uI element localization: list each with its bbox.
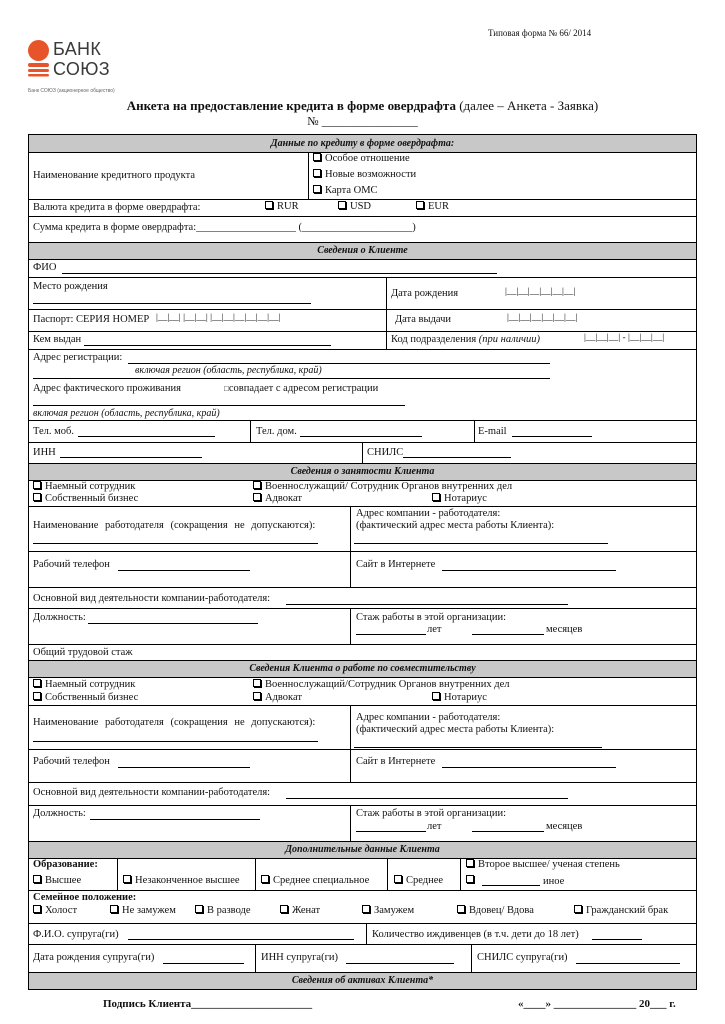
company-address-field[interactable] xyxy=(354,543,608,544)
family-option-label: Женат xyxy=(292,905,321,916)
years-label: лет xyxy=(427,624,442,635)
issue-date-boxes[interactable]: |__|__|__|__|__|__| xyxy=(507,313,578,323)
pt-company-address-field[interactable] xyxy=(354,747,602,748)
dept-code-label xyxy=(391,334,540,345)
actual-address-label: Адрес фактического проживания xyxy=(33,383,181,394)
checkbox-icon[interactable] xyxy=(253,481,261,489)
home-label: Тел. дом. xyxy=(256,426,297,437)
checkbox-icon[interactable] xyxy=(394,875,402,883)
edu-higher[interactable] xyxy=(33,875,81,886)
edu-label: Второе высшее/ ученая степень xyxy=(478,859,620,870)
checkbox-icon[interactable] xyxy=(466,875,474,883)
activity-field[interactable] xyxy=(286,604,568,605)
pt-tenure-years-field[interactable] xyxy=(356,831,426,832)
spouse-fio-field[interactable] xyxy=(128,939,354,940)
pt-type-2[interactable] xyxy=(253,679,509,690)
family-divorced[interactable] xyxy=(195,905,251,916)
snils-label: СНИЛС xyxy=(367,447,404,458)
product-label: Наименование кредитного продукта xyxy=(33,170,196,181)
currency-label-rur: RUR xyxy=(277,201,299,212)
mob-label: Тел. моб. xyxy=(33,426,75,437)
family-married-f[interactable] xyxy=(362,905,414,916)
home-field[interactable] xyxy=(300,436,422,437)
inn-label: ИНН xyxy=(33,447,56,458)
emp-type-label: Собственный бизнес xyxy=(45,493,139,504)
work-phone-label: Рабочий телефон xyxy=(33,559,110,570)
edu-other-field[interactable] xyxy=(482,885,540,886)
checkbox-icon[interactable] xyxy=(33,905,41,913)
education-label: Образование: xyxy=(33,859,98,870)
pt-position-field[interactable] xyxy=(90,819,260,820)
inn-field[interactable] xyxy=(60,457,202,458)
actual-address-field[interactable] xyxy=(33,405,405,406)
checkbox-icon[interactable] xyxy=(195,905,203,913)
pt-position-label: Должность: xyxy=(33,808,86,819)
checkbox-icon[interactable] xyxy=(362,905,370,913)
pt-years-label: лет xyxy=(427,821,442,832)
spouse-fio-label: Ф.И.О. супруга(ги) xyxy=(33,929,119,940)
checkbox-icon[interactable] xyxy=(280,905,288,913)
dependents-field[interactable] xyxy=(592,939,642,940)
section-parttime: Сведения Клиента о работе по совместительству xyxy=(29,660,696,677)
pt-company-address-note: (фактический адрес места работы Клиента): xyxy=(356,724,555,735)
snils-field[interactable] xyxy=(403,457,511,458)
product-option-1[interactable] xyxy=(313,153,410,164)
pt-website-field[interactable] xyxy=(442,767,616,768)
birthdate-label: Дата рождения xyxy=(391,288,459,299)
pt-type-label: Собственный бизнес xyxy=(45,692,139,703)
form-number: Типовая форма № 66/ 2014 xyxy=(488,28,592,38)
tenure-years-field[interactable] xyxy=(356,634,426,635)
checkbox-icon[interactable] xyxy=(313,185,321,193)
family-civil[interactable] xyxy=(574,905,668,916)
edu-label: Среднее специальное xyxy=(273,875,370,886)
pt-type-label: Наемный сотрудник xyxy=(45,679,136,690)
family-option-label: В разводе xyxy=(207,905,251,916)
family-married-m[interactable] xyxy=(280,905,320,916)
mob-field[interactable] xyxy=(78,436,215,437)
tenure-label: Стаж работы в этой организации: xyxy=(356,612,507,623)
pt-type-label: Военнослужащий/Сотрудник Органов внутренних дел xyxy=(265,679,510,690)
edu-secondary[interactable] xyxy=(394,875,443,886)
checkbox-icon[interactable] xyxy=(313,153,321,161)
emp-type-label: Нотариус xyxy=(444,493,487,504)
emp-type-5[interactable] xyxy=(432,493,487,504)
pt-activity-field[interactable] xyxy=(286,798,568,799)
currency-label: Валюта кредита в форме овердрафта: xyxy=(33,202,201,213)
position-field[interactable] xyxy=(88,623,258,624)
logo-line2: СОЮЗ xyxy=(53,59,110,79)
family-option-label: Вдовец/ Вдова xyxy=(469,905,534,916)
section-assets: Сведения об активах Клиента* xyxy=(29,972,696,989)
spouse-inn-label: ИНН супруга(ги) xyxy=(261,952,339,963)
pt-website-label: Сайт в Интернете xyxy=(356,756,436,767)
checkbox-icon[interactable] xyxy=(253,493,261,501)
position-label: Должность: xyxy=(33,612,86,623)
checkbox-icon[interactable] xyxy=(253,679,261,687)
emp-type-label: Наемный сотрудник xyxy=(45,481,136,492)
spouse-birth-field[interactable] xyxy=(163,963,244,964)
pt-type-1[interactable] xyxy=(33,679,135,690)
spouse-snils-field[interactable] xyxy=(576,963,680,964)
section-employment: Сведения о занятости Клиента xyxy=(29,463,696,480)
checkbox-icon[interactable] xyxy=(123,875,131,883)
same-as-reg[interactable] xyxy=(224,383,378,394)
reg-address-field-2[interactable] xyxy=(33,378,550,379)
emp-type-2[interactable] xyxy=(253,481,512,492)
logo-line1: БАНК xyxy=(53,39,102,59)
family-label: Семейное положение: xyxy=(33,892,137,903)
birthdate-boxes[interactable]: |__|__|__|__|__|__| xyxy=(505,287,576,297)
pt-type-3[interactable] xyxy=(33,692,138,703)
checkbox-icon[interactable] xyxy=(33,679,41,687)
birthplace-field[interactable] xyxy=(33,303,311,304)
spouse-snils-label: СНИЛС супруга(ги) xyxy=(477,952,568,963)
emp-type-label: Адвокат xyxy=(265,493,302,504)
pt-type-label: Адвокат xyxy=(265,692,302,703)
company-address-note: (фактический адрес места работы Клиента): xyxy=(356,520,555,531)
fio-field[interactable] xyxy=(62,273,497,274)
checkbox-icon[interactable] xyxy=(466,859,474,867)
checkbox-icon[interactable] xyxy=(33,692,41,700)
currency-rur[interactable] xyxy=(265,201,299,212)
family-widowed[interactable] xyxy=(457,905,534,916)
reg-address-field[interactable] xyxy=(128,363,550,364)
checkbox-icon[interactable] xyxy=(432,493,440,501)
emp-type-label: Военнослужащий/ Сотрудник Органов внутренних дел xyxy=(265,481,513,492)
edu-second-higher[interactable] xyxy=(466,859,620,870)
title-bold: Анкета на предоставление кредита в форме овердрафта xyxy=(126,98,456,113)
passport-label: Паспорт: СЕРИЯ НОМЕР xyxy=(33,314,150,325)
checkbox-icon[interactable] xyxy=(432,692,440,700)
currency-eur[interactable] xyxy=(416,201,449,212)
currency-label-usd: USD xyxy=(350,201,372,212)
currency-usd[interactable] xyxy=(338,201,371,212)
product-option-3[interactable] xyxy=(313,185,378,196)
checkbox-icon[interactable] xyxy=(253,692,261,700)
dept-code-note: (при наличии) xyxy=(478,334,540,345)
checkbox-icon[interactable] xyxy=(338,201,346,209)
emp-type-4[interactable] xyxy=(253,493,302,504)
dept-code-text: Код подразделения xyxy=(391,334,477,345)
issued-by-label: Кем выдан xyxy=(33,334,82,345)
date-field[interactable]: «____» _______________ 20___ г. xyxy=(518,998,676,1010)
dept-code-boxes[interactable]: |__|__|__| - |__|__|__| xyxy=(584,333,665,343)
checkbox-icon[interactable] xyxy=(416,201,424,209)
region-note-2: включая регион (область, республика, край) xyxy=(33,408,220,419)
work-phone-field[interactable] xyxy=(118,570,250,571)
checkbox-icon[interactable] xyxy=(265,201,273,209)
edu-other[interactable] xyxy=(466,875,478,886)
emp-type-1[interactable] xyxy=(33,481,135,492)
checkbox-icon[interactable] xyxy=(261,875,269,883)
reg-address-label: Адрес регистрации: xyxy=(33,352,123,363)
spouse-inn-field[interactable] xyxy=(346,963,454,964)
signature-field[interactable]: Подпись Клиента______________________ xyxy=(103,998,313,1010)
dependents-label: Количество иждивенцев (в т.ч. дети до 18 лет) xyxy=(372,929,579,940)
title-rest: (далее – Анкета - Заявка) xyxy=(455,98,599,113)
pt-tenure-months-field[interactable] xyxy=(472,831,544,832)
product-option-label: Карта ОМС xyxy=(325,185,378,196)
checkbox-icon[interactable] xyxy=(33,481,41,489)
pt-type-5[interactable] xyxy=(432,692,487,703)
pt-employer-name-label: Наименование работодателя (сокращения не допускаются): xyxy=(33,717,316,728)
edu-special[interactable] xyxy=(261,875,369,886)
product-option-label: Особое отношение xyxy=(325,153,410,164)
employer-name-label: Наименование работодателя (сокращения не допускаются): xyxy=(33,520,316,531)
edu-label: Незаконченное высшее xyxy=(135,875,240,886)
product-option-label: Новые возможности xyxy=(325,169,417,180)
currency-label-eur: EUR xyxy=(428,201,449,212)
pt-company-address-label: Адрес компании - работодателя: xyxy=(356,712,501,723)
email-label: E-mail xyxy=(478,426,507,437)
issued-by-field[interactable] xyxy=(84,345,331,346)
spouse-birth-label: Дата рождения супруга(ги) xyxy=(33,952,155,963)
fio-label: ФИО xyxy=(33,262,57,273)
family-option-label: Замужем xyxy=(374,905,415,916)
section-credit: Данные по кредиту в форме овердрафта: xyxy=(29,135,696,152)
page-title xyxy=(0,98,725,114)
region-note: включая регион (область, республика, край) xyxy=(135,365,322,376)
application-number: № ________________ xyxy=(307,114,418,128)
sum-field[interactable]: Сумма кредита в форме овердрафта:___________________ (_____________________) xyxy=(33,222,416,233)
checkbox-icon[interactable] xyxy=(457,905,465,913)
pt-employer-name-field[interactable] xyxy=(33,741,318,742)
pt-tenure-label: Стаж работы в этой организации: xyxy=(356,808,507,819)
family-option-label: Не замужем xyxy=(122,905,176,916)
checkbox-icon[interactable] xyxy=(33,493,41,501)
edu-other-label: иное xyxy=(543,876,565,887)
checkbox-icon[interactable]: □ xyxy=(224,384,229,393)
family-single[interactable] xyxy=(33,905,77,916)
website-field[interactable] xyxy=(442,570,616,571)
family-unmarried-f[interactable] xyxy=(110,905,176,916)
website-label: Сайт в Интернете xyxy=(356,559,436,570)
edu-label: Среднее xyxy=(406,875,444,886)
logo-subtitle: Банк СОЮЗ (акционерное общество) xyxy=(28,88,115,94)
checkbox-icon[interactable] xyxy=(33,875,41,883)
pt-work-phone-field[interactable] xyxy=(118,767,250,768)
employer-name-field[interactable] xyxy=(33,543,318,544)
checkbox-icon[interactable] xyxy=(574,905,582,913)
emp-type-3[interactable] xyxy=(33,493,138,504)
checkbox-icon[interactable] xyxy=(313,169,321,177)
section-additional: Дополнительные данные Клиента xyxy=(29,841,696,858)
pt-months-label: месяцев xyxy=(546,821,583,832)
bank-logo-text xyxy=(53,39,110,79)
months-label: месяцев xyxy=(546,624,583,635)
passport-boxes[interactable]: |__|__| |__|__| |__|__|__|__|__|__| xyxy=(156,313,281,323)
product-option-2[interactable] xyxy=(313,169,416,180)
email-field[interactable] xyxy=(512,436,592,437)
activity-label: Основной вид деятельности компании-работодателя: xyxy=(33,593,271,604)
company-address-label: Адрес компании - работодателя: xyxy=(356,508,501,519)
family-option-label: Гражданский брак xyxy=(586,905,669,916)
section-client: Сведения о Клиенте xyxy=(29,242,696,259)
same-as-reg-label: совпадает с адресом регистрации xyxy=(228,383,379,394)
tenure-months-field[interactable] xyxy=(472,634,544,635)
birthplace-label: Место рождения xyxy=(33,281,108,292)
pt-type-label: Нотариус xyxy=(444,692,487,703)
pt-activity-label: Основной вид деятельности компании-работодателя: xyxy=(33,787,271,798)
bank-logo-icon xyxy=(28,40,49,77)
issue-date-label: Дата выдачи xyxy=(395,314,452,325)
checkbox-icon[interactable] xyxy=(110,905,118,913)
total-tenure-label: Общий трудовой стаж xyxy=(33,647,133,658)
edu-incomplete[interactable] xyxy=(123,875,240,886)
edu-label: Высшее xyxy=(45,875,82,886)
pt-work-phone-label: Рабочий телефон xyxy=(33,756,110,767)
pt-type-4[interactable] xyxy=(253,692,302,703)
family-option-label: Холост xyxy=(45,905,78,916)
